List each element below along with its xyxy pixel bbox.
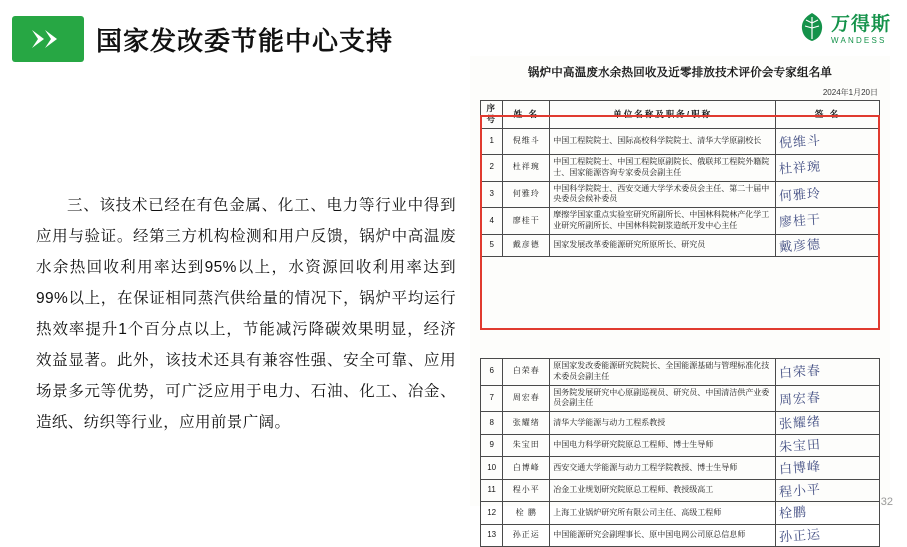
cell-signature [776, 502, 880, 525]
table-row [481, 385, 880, 412]
double-chevron-right-icon [28, 27, 68, 51]
cell-index: 1 [481, 128, 503, 154]
body-paragraph-block [36, 190, 456, 438]
chevron-badge [12, 16, 84, 62]
cell-index: 13 [481, 524, 503, 547]
cell-signature [776, 412, 880, 435]
cell-org: 冶金工业规划研究院原总工程师、教授级高工 [550, 479, 776, 502]
cell-name: 张耀绪 [503, 412, 550, 435]
signature-mark: 何雅玲 [778, 185, 822, 203]
table-row [481, 208, 880, 235]
cell-signature [776, 434, 880, 457]
signature-mark: 白荣春 [778, 362, 822, 381]
cell-org: 西安交通大学能源与动力工程学院教授、博士生导师 [550, 457, 776, 480]
cell-org: 国务院发展研究中心原副巡视员、研究员、中国清洁供产业委员会副主任 [550, 385, 776, 412]
cell-signature [776, 181, 880, 208]
cell-signature [776, 154, 880, 181]
cell-org: 中国工程院院士、中国工程院原副院长、俄联邦工程院外籍院士、国家能源咨询专家委员会副主任 [550, 154, 776, 181]
column-header-signature: 签 名 [776, 101, 880, 129]
expert-table-bottom [480, 358, 880, 547]
brand-name-cn: 万得斯 [830, 13, 891, 35]
cell-name: 白博峰 [503, 457, 550, 480]
table-row [481, 457, 880, 480]
cell-name: 廖桂干 [503, 208, 550, 235]
cell-signature [776, 479, 880, 502]
cell-signature [776, 359, 880, 386]
scanned-document [470, 56, 890, 545]
cell-name: 孙正运 [503, 524, 550, 547]
cell-org: 中国电力科学研究院原总工程师、博士生导师 [550, 434, 776, 457]
table-row [481, 502, 880, 525]
brand-name-en: WANDESS [830, 35, 887, 45]
signature-mark: 孙正运 [778, 526, 822, 545]
signature-mark: 廖桂干 [778, 211, 822, 230]
cell-signature [776, 457, 880, 480]
cell-name: 戴彦德 [503, 234, 550, 257]
table-row [481, 181, 880, 208]
cell-index: 2 [481, 154, 503, 181]
brand-text [831, 15, 891, 45]
cell-name: 倪维斗 [503, 128, 550, 154]
cell-signature [776, 208, 880, 235]
cell-signature [776, 524, 880, 547]
cell-index: 8 [481, 412, 503, 435]
document-title: 锅炉中高温废水余热回收及近零排放技术评价会专家组名单 [527, 67, 833, 79]
cell-org: 原国家发改委能源研究院院长、全国能源基础与管理标准化技术委员会副主任 [550, 359, 776, 386]
cell-name: 杜祥琬 [503, 154, 550, 181]
signature-mark: 杜祥琬 [778, 158, 822, 177]
cell-name: 何雅玲 [503, 181, 550, 208]
cell-org: 中国科学院院士、西安交通大学学术委员会主任、第二十届中央委员会候补委员 [550, 181, 776, 208]
page-number: 32 [880, 496, 893, 508]
cell-index: 5 [481, 234, 503, 257]
signature-mark: 白博峰 [778, 458, 822, 477]
cell-org: 中国能源研究会副理事长、原中国电网公司原总信息师 [550, 524, 776, 547]
column-header-org: 单位名称及职务/职称 [550, 101, 776, 129]
cell-org: 清华大学能源与动力工程系教授 [550, 412, 776, 435]
cell-signature [776, 385, 880, 412]
column-header-name: 姓 名 [503, 101, 550, 129]
cell-org: 中国工程院院士、国际高校科学院院士、清华大学原副校长 [550, 128, 776, 154]
cell-org: 摩擦学国家重点实验室研究所副所长、中国林科院林产化学工业研究所副所长、中国林科院制浆造纸开发中心主任 [550, 208, 776, 235]
signature-mark: 戴彦德 [778, 236, 822, 255]
expert-table-top [480, 100, 880, 257]
table-row [481, 412, 880, 435]
cell-org: 上海工业锅炉研究所有限公司主任、高级工程师 [550, 502, 776, 525]
table-row [481, 359, 880, 386]
cell-signature [776, 128, 880, 154]
cell-index: 3 [481, 181, 503, 208]
table-row [481, 128, 880, 154]
cell-index: 9 [481, 434, 503, 457]
cell-index: 10 [481, 457, 503, 480]
table-row [481, 479, 880, 502]
signature-mark: 张耀绪 [778, 413, 822, 432]
document-date: 2024年1月20日 [822, 88, 878, 97]
cell-signature [776, 234, 880, 257]
cell-index: 7 [481, 385, 503, 412]
cell-name: 朱宝田 [503, 434, 550, 457]
column-header-index: 序号 [481, 101, 503, 129]
signature-mark: 朱宝田 [778, 436, 822, 455]
table-row [481, 234, 880, 257]
signature-mark: 周宏春 [778, 389, 822, 408]
brand-logo [799, 12, 891, 47]
cell-org: 国家发展改革委能源研究所原所长、研究员 [550, 234, 776, 257]
cell-name: 程小平 [503, 479, 550, 502]
table-row [481, 434, 880, 457]
cell-name: 周宏春 [503, 385, 550, 412]
cell-index: 4 [481, 208, 503, 235]
table-header-row [481, 101, 880, 129]
signature-mark: 程小平 [778, 481, 822, 500]
cell-index: 6 [481, 359, 503, 386]
signature-mark: 栓鹏 [778, 504, 808, 522]
body-paragraph: 三、该技术已经在有色金属、化工、电力等行业中得到应用与验证。经第三方机构检测和用户反馈，锅炉中高温废水余热回收利用率达到95%以上，水资源回收利用率达到99%以上，在保证相同蒸汽供给量的情况下，锅炉平均运行热效率提升1个百分点以上，节能减污降碳效果明显，经济效益显著。此外，该技术还具有兼容性强、安全可靠、应用场景多元等优势，可广泛应用于电力、石油、化工、冶金、造纸、纺织等行业，应用前景广阔。 [36, 197, 456, 431]
page-title: 国家发改委节能中心支持 [96, 26, 394, 56]
cell-index: 11 [481, 479, 503, 502]
cell-name: 栓 鹏 [503, 502, 550, 525]
signature-mark: 倪维斗 [778, 132, 822, 151]
cell-name: 白荣春 [503, 359, 550, 386]
table-row [481, 154, 880, 181]
cell-index: 12 [481, 502, 503, 525]
table-row [481, 524, 880, 547]
leaf-logo-icon [799, 12, 825, 47]
